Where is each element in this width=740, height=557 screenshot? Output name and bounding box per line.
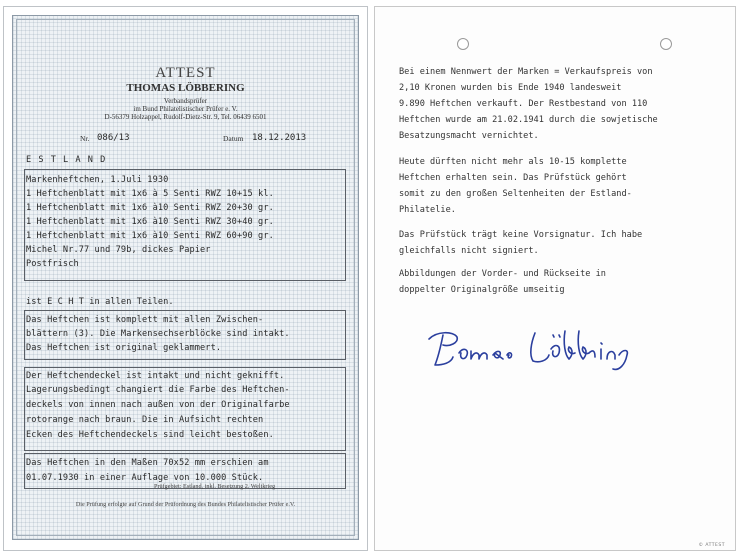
text-line: Das Prüfstück trägt keine Vorsignatur. Ich habe <box>399 230 643 240</box>
text-line: Bei einem Nennwert der Marken = Verkaufspreis von <box>399 67 653 77</box>
text-line: Besatzungsmacht vernichtet. <box>399 131 539 141</box>
text-line: doppelter Originalgröße umseitig <box>399 285 565 295</box>
text-line: gleichfalls nicht signiert. <box>399 246 539 256</box>
text-line: 1 Heftchenblatt mit 1x6 à 5 Senti RWZ 10+15 kl. <box>26 189 274 199</box>
text-line: Lagerungsbedingt changiert die Farbe des Heftchen- <box>26 385 290 395</box>
text-line: deckels von innen nach außen von der Originalfarbe <box>26 400 290 410</box>
text-line: rotorange nach braun. Die in Aufsicht rechten <box>26 415 264 425</box>
text-line: Das Heftchen in den Maßen 70x52 mm erschien am <box>26 458 269 468</box>
text-line: 1 Heftchenblatt mit 1x6 à10 Senti RWZ 60+90 gr. <box>26 231 274 241</box>
country-line: E S T L A N D <box>26 155 107 165</box>
text-line: 1 Heftchenblatt mit 1x6 à10 Senti RWZ 20+30 gr. <box>26 203 274 213</box>
verdict-line: ist E C H T in allen Teilen. <box>26 297 174 307</box>
text-line: blättern (3). Die Markensechserblöcke sind intakt. <box>26 329 290 339</box>
examiner-association: im Bund Philatelistischer Prüfer e. V. <box>133 105 238 113</box>
number-label: Nr. <box>80 134 90 143</box>
continuation-page: Bei einem Nennwert der Marken = Verkaufspreis von 2,10 Kronen wurden bis Ende 1940 landesweit 9.890 Heftchen verkauft. Der Restbestand von 110 Heftchen wurde am 21.02.1941 durch die sowjetische Besatzungsmacht vernichtet. Heute dürften nicht mehr als 10-15 komplette Heftchen erhalten sein. Das Prüfstück gehört somit zu den großen Seltenheiten der Estland- Philatelie. Das Prüfstück trägt keine Vorsignatur. Ich habe gleichfalls nicht signiert. Abbildungen der Vorder- und Rückseite in doppelter Originalgröße umseitig © ATTEST <box>374 6 736 551</box>
text-line: Michel Nr.77 und 79b, dickes Papier <box>26 245 211 255</box>
text-line: Das Heftchen ist original geklammert. <box>26 343 222 353</box>
date-value: 18.12.2013 <box>252 133 307 143</box>
certificate-page <box>3 6 368 551</box>
punch-hole <box>660 38 672 50</box>
signature <box>423 325 643 375</box>
text-line: 1 Heftchenblatt mit 1x6 à10 Senti RWZ 30+40 gr. <box>26 217 274 227</box>
certificate-title: ATTEST <box>155 65 216 81</box>
text-line: 01.07.1930 in einer Auflage von 10.000 Stück. <box>26 473 264 483</box>
text-line: Markenheftchen, 1.Juli 1930 <box>26 175 169 185</box>
examiner-name: THOMAS LÖBBERING <box>126 82 245 94</box>
examiner-address: D-56379 Holzappel, Rudolf-Dietz-Str. 9, Tel. 06439 6501 <box>104 113 267 121</box>
text-line: somit zu den großen Seltenheiten der Estland- <box>399 189 632 199</box>
examiner-role: Verbandsprüfer <box>163 97 208 105</box>
text-line: Philatelie. <box>399 205 456 215</box>
punch-hole <box>457 38 469 50</box>
examination-area: Prüfgebiet: Estland, inkl. Besetzung 2. Weltkrieg <box>154 483 276 490</box>
text-line: 9.890 Heftchen verkauft. Der Restbestand von 110 <box>399 99 648 109</box>
text-line: Heftchen erhalten sein. Das Prüfstück gehört <box>399 173 627 183</box>
text-line: Heftchen wurde am 21.02.1941 durch die sowjetische <box>399 115 658 125</box>
text-line: Heute dürften nicht mehr als 10-15 komplette <box>399 157 627 167</box>
text-line: Abbildungen der Vorder- und Rückseite in <box>399 269 606 279</box>
text-line: Postfrisch <box>26 259 79 269</box>
number-value: 086/13 <box>97 133 130 143</box>
text-line: 2,10 Kronen wurden bis Ende 1940 landesweit <box>399 83 622 93</box>
text-line: Das Heftchen ist komplett mit allen Zwischen- <box>26 315 264 325</box>
text-line: Der Heftchendeckel ist intakt und nicht geknifft. <box>26 371 285 381</box>
date-label: Datum <box>223 134 244 143</box>
text-line: Ecken des Heftchendeckels sind leicht bestoßen. <box>26 430 274 440</box>
certificate-footer: Die Prüfung erfolgte auf Grund der Prüfordnung des Bundes Philatelistischer Prüfer e.V. <box>75 501 296 508</box>
